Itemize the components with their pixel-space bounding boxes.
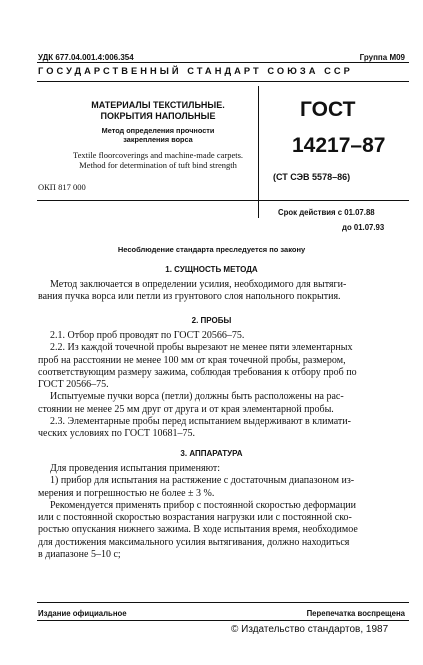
body-line: Рекомендуется применять прибор с постоянной скоростью деформации xyxy=(50,499,357,511)
banner-rule xyxy=(37,81,409,82)
body-line: ГОСТ 20566–75. xyxy=(38,379,109,391)
body-line: или с постоянной скоростью возрастания нагрузки или с постоянной ско- xyxy=(38,512,352,524)
body-line: Испытуемые пучки ворса (петли) должны быть расположены на рас- xyxy=(50,391,344,403)
section-heading: 3. АППАРАТУРА xyxy=(180,449,243,458)
gost-number: 14217–87 xyxy=(292,134,386,157)
body-line: стоянии не менее 25 мм друг от друга и от края элементарной пробы. xyxy=(38,403,334,415)
subtitle-line: Метод определения прочности xyxy=(101,126,215,135)
body-line: 1) прибор для испытания на растяжение с достаточным диапазоном из- xyxy=(50,475,355,487)
body-line: соответствующим размеру зажима, соблюдая требования к отбору проб по xyxy=(38,366,357,378)
title-block-rule xyxy=(37,200,409,201)
gost-label: ГОСТ xyxy=(300,98,356,121)
english-title-line: Textile floorcoverings and machine-made carpets. xyxy=(72,150,244,160)
english-title-line: Method for determination of tuft bind strength xyxy=(79,160,237,170)
body-line: для достижения максимального усилия вытягивания, должно находиться xyxy=(38,536,350,548)
group-code: Группа М09 xyxy=(359,53,405,62)
validity-end: до 01.07.93 xyxy=(342,223,385,232)
section-body xyxy=(38,279,402,304)
body-line: 2.3. Элементарные пробы перед испытанием выдерживают в климати- xyxy=(50,416,351,428)
body-line: ческих условиях по ГОСТ 10681–75. xyxy=(38,428,195,440)
body-line: мерения и погрешностью не более ± 3 %. xyxy=(38,487,215,499)
copyright: © Издательство стандартов, 1987 xyxy=(231,624,389,635)
title-line: ПОКРЫТИЯ НАПОЛЬНЫЕ xyxy=(100,111,216,121)
body-line: 2.1. Отбор проб проводят по ГОСТ 20566–75. xyxy=(50,330,245,341)
document-title xyxy=(60,100,256,122)
okp-code: ОКП 817 000 xyxy=(38,182,86,192)
subtitle-line: закрепления ворса xyxy=(123,135,193,144)
title-line: МАТЕРИАЛЫ ТЕКСТИЛЬНЫЕ. xyxy=(91,100,225,110)
st-sev-number: (СТ СЭВ 5578–86) xyxy=(273,172,351,182)
section-heading: 2. ПРОБЫ xyxy=(191,316,232,325)
udk-code: УДК 677.04.001.4:006.354 xyxy=(38,53,134,62)
body-line: ростью опускания нижнего зажима. В ходе испытания время, необходимое xyxy=(38,524,358,536)
body-line: Метод заключается в определении усилия, необходимого для вытяги- xyxy=(50,279,347,290)
footer-rule-bottom xyxy=(37,620,409,621)
state-standard-banner: ГОСУДАРСТВЕННЫЙ СТАНДАРТ СОЮЗА ССР xyxy=(38,66,353,76)
section-body xyxy=(38,330,402,441)
title-divider xyxy=(258,86,259,218)
top-rule xyxy=(37,62,409,63)
section-heading: 1. СУЩНОСТЬ МЕТОДА xyxy=(165,265,258,274)
body-line: Для проведения испытания применяют: xyxy=(50,463,221,474)
validity-start: Срок действия с 01.07.88 xyxy=(278,208,375,217)
body-line: проб на расстоянии не менее 100 мм от края точечной пробы, размером, xyxy=(38,354,346,366)
section-body xyxy=(38,463,402,561)
body-line: вания пучка ворса или петли из грунтового слоя напольного покрытия. xyxy=(38,291,341,303)
english-title xyxy=(62,150,254,170)
legal-notice: Несоблюдение стандарта преследуется по закону xyxy=(117,245,306,254)
reprint-notice: Перепечатка воспрещена xyxy=(306,609,405,618)
footer-rule xyxy=(37,602,409,603)
official-edition: Издание официальное xyxy=(38,609,127,618)
body-line: 2.2. Из каждой точечной пробы вырезают не менее пяти элементарных xyxy=(50,342,353,354)
body-line: в диапазоне 5–10 с; xyxy=(38,549,121,561)
document-subtitle xyxy=(60,126,256,144)
